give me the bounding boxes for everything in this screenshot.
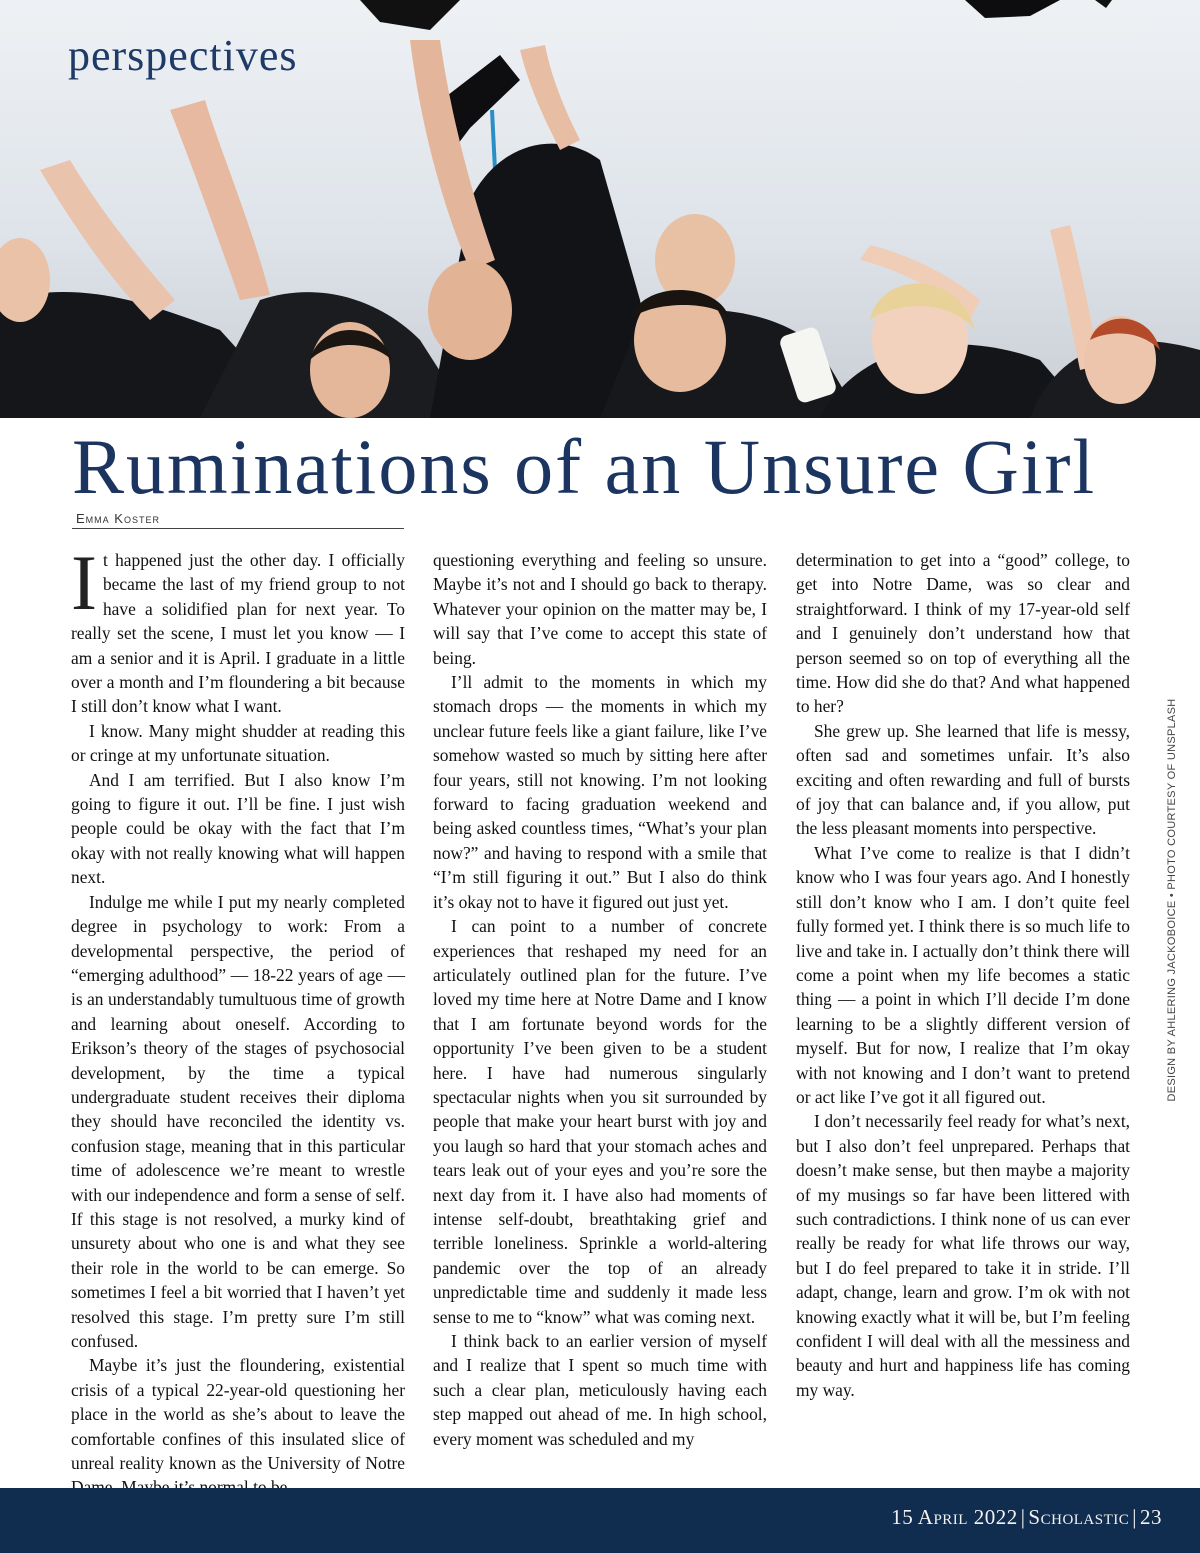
article-paragraph: I don’t necessarily feel ready for what’s next, but I also don’t feel unprepared. Perhaps that doesn’t make sense, but then maybe a majority of my musings so far have been littered with such contradictions. I think none of us can ever really be ready for what life throws our way, but I do feel prepared to take it in stride. I’ll adapt, change, learn and grow. I’m ok with not knowing exactly what it will be, but I’m feeling confident I will deal with all the messiness and beauty and hurt and happiness life has coming my way. <box>796 1111 1130 1400</box>
article-byline: Emma Koster <box>76 511 160 526</box>
article-column-3 <box>796 548 1130 1402</box>
byline-divider <box>72 528 404 529</box>
article-paragraph: Maybe it’s just the floundering, existential crisis of a typical 22-year-old questioning her place in the world as she’s about to leave the comfortable confines of this insulated slice of unreal reality known as the University of Notre <box>71 1355 405 1474</box>
hero-photo <box>0 0 1200 418</box>
article-paragraph: She grew up. She learned that life is messy, often sad and sometimes unfair. It’s also exciting and often rewarding and full of bursts of joy that can balance and, if you allow, put the less pleasant moments into perspective. <box>796 720 1130 839</box>
footer-separator: | <box>1132 1505 1137 1529</box>
article-paragraph: determination to get into a “good” college, to get into Notre Dame, was so clear and straightforward. I think of my 17-year-old self and I genuinely don’t understand how that person seemed so on top of everything all the time. How did she do that? And what happened to her? <box>796 550 1130 717</box>
article-column-2 <box>433 548 767 1451</box>
article-paragraph: Indulge me while I put my nearly completed degree in psychology to work: From a developmental perspective, the period of “emerging adulthood” — 18-22 years of age — is an understandably tumultuous time of growth and learning about oneself. According to Erikson’s theory of the stages of psychosocial development, by the time a typical undergraduate student receives their diploma they should have reconciled the identity vs. confusion stage, meaning that in this particular time of adolescence we’re meant to wrestle with our independence and form a sense of self. If this stage is not resolved, a murky kind of unsurety about who one is and what they see their role in the world to be can emerge. So sometimes I feel a bit worried that I haven’t yet resolved this stage. I’m pretty sure I’m still confused. <box>71 891 405 1351</box>
article-headline: Ruminations of an Unsure Girl <box>72 423 1097 510</box>
photo-credit: DESIGN BY AHLERING JACKOBOICE • PHOTO COURTESY OF UNSPLASH <box>1166 698 1178 1102</box>
article-paragraph <box>71 539 405 719</box>
publication-name: Scholastic <box>1028 1505 1130 1529</box>
footer-text <box>891 1505 1162 1530</box>
mortarboard-cap <box>448 55 520 148</box>
mortarboard-cap <box>1095 0 1112 8</box>
issue-date: 15 April 2022 <box>891 1505 1018 1529</box>
article-paragraph: I can point to a number of concrete experiences that reshaped my need for an articulately outlined plan for the future. I’ve loved my time here at Notre Dame and I know that I am fortunate beyond words for the opportunity I’ve been given to be a student here. I have had numerous singularly spectacular nights when you sit surrounded by people that make your heart burst with joy and you laugh so hard that your stomach aches and tears leak out of your eyes and you’re sore the next day from it. I have also had moments of intense self-doubt, breathtaking grief and terrible loneliness. Sprinkle a world-altering pandemic over the top of an already unpredictable time and suddenly it made less sense to me to “know” what was coming next. <box>433 916 767 1327</box>
article-paragraph: I think back to an earlier version of myself and I realize that I spent so much time with such a clear plan, meticulously having each step mapped out ahead of me. In high school, every moment was scheduled and my <box>433 1331 767 1449</box>
mortarboard-cap <box>360 0 460 30</box>
article-paragraph: I know. Many might shudder at reading this or cringe at my unfortunate situation. <box>71 720 405 766</box>
drop-cap: I <box>71 539 97 626</box>
graduate-face <box>428 260 512 360</box>
footer-separator: | <box>1020 1505 1026 1529</box>
raised-arm <box>520 45 580 150</box>
article-paragraph: And I am terrified. But I also know I’m going to figure it out. I’ll be fine. I just wish people could be okay with the fact that I’m okay with not really knowing what will happen next. <box>71 769 405 888</box>
article-paragraph: I’ll admit to the moments in which my stomach drops — the moments in which my unclear future feels like a giant failure, like I’ve somehow wasted so much by sitting here after four years, still not knowing. I’m not looking forward to facing graduation weekend and being asked countless times, “What’s your plan now?” and having to respond with a smile that “I’m still figuring it out.” But I also do think it’s okay not to have it figured out just yet. <box>433 672 767 912</box>
section-label: perspectives <box>68 31 298 80</box>
raised-arm <box>170 100 270 300</box>
page-number: 23 <box>1140 1505 1162 1529</box>
paragraph-text: t happened just the other day. I officially became the last of my friend group to not have a solidified plan for next year. To really set the scene, I must let you know — I am a senior and it is April. I graduate in a little over a month and I’m floundering a bit because I still don’t know what I want. <box>71 550 405 717</box>
page-footer <box>0 1488 1200 1553</box>
article-paragraph: questioning everything and feeling so unsure. Maybe it’s not and I should go back to therapy. Whatever your opinion on the matter may be, I will say that I’ve come to accept this state of being. <box>433 550 767 668</box>
article-column-1 <box>71 539 405 1500</box>
mortarboard-cap <box>965 0 1060 18</box>
article-paragraph: What I’ve come to realize is that I didn’t know who I was four years ago. And I honestly still don’t know who I am. I don’t quite feel fully formed yet. I think there is so much life to live and take in. I actually don’t think there will come a point when my life becomes a static thing — a point in which I’ll decide I’m done learning to be a slightly different version of myself. But for now, I realize that I’m okay with not knowing and I don’t want to pretend or act like I’ve got it all figured out. <box>796 842 1130 1107</box>
